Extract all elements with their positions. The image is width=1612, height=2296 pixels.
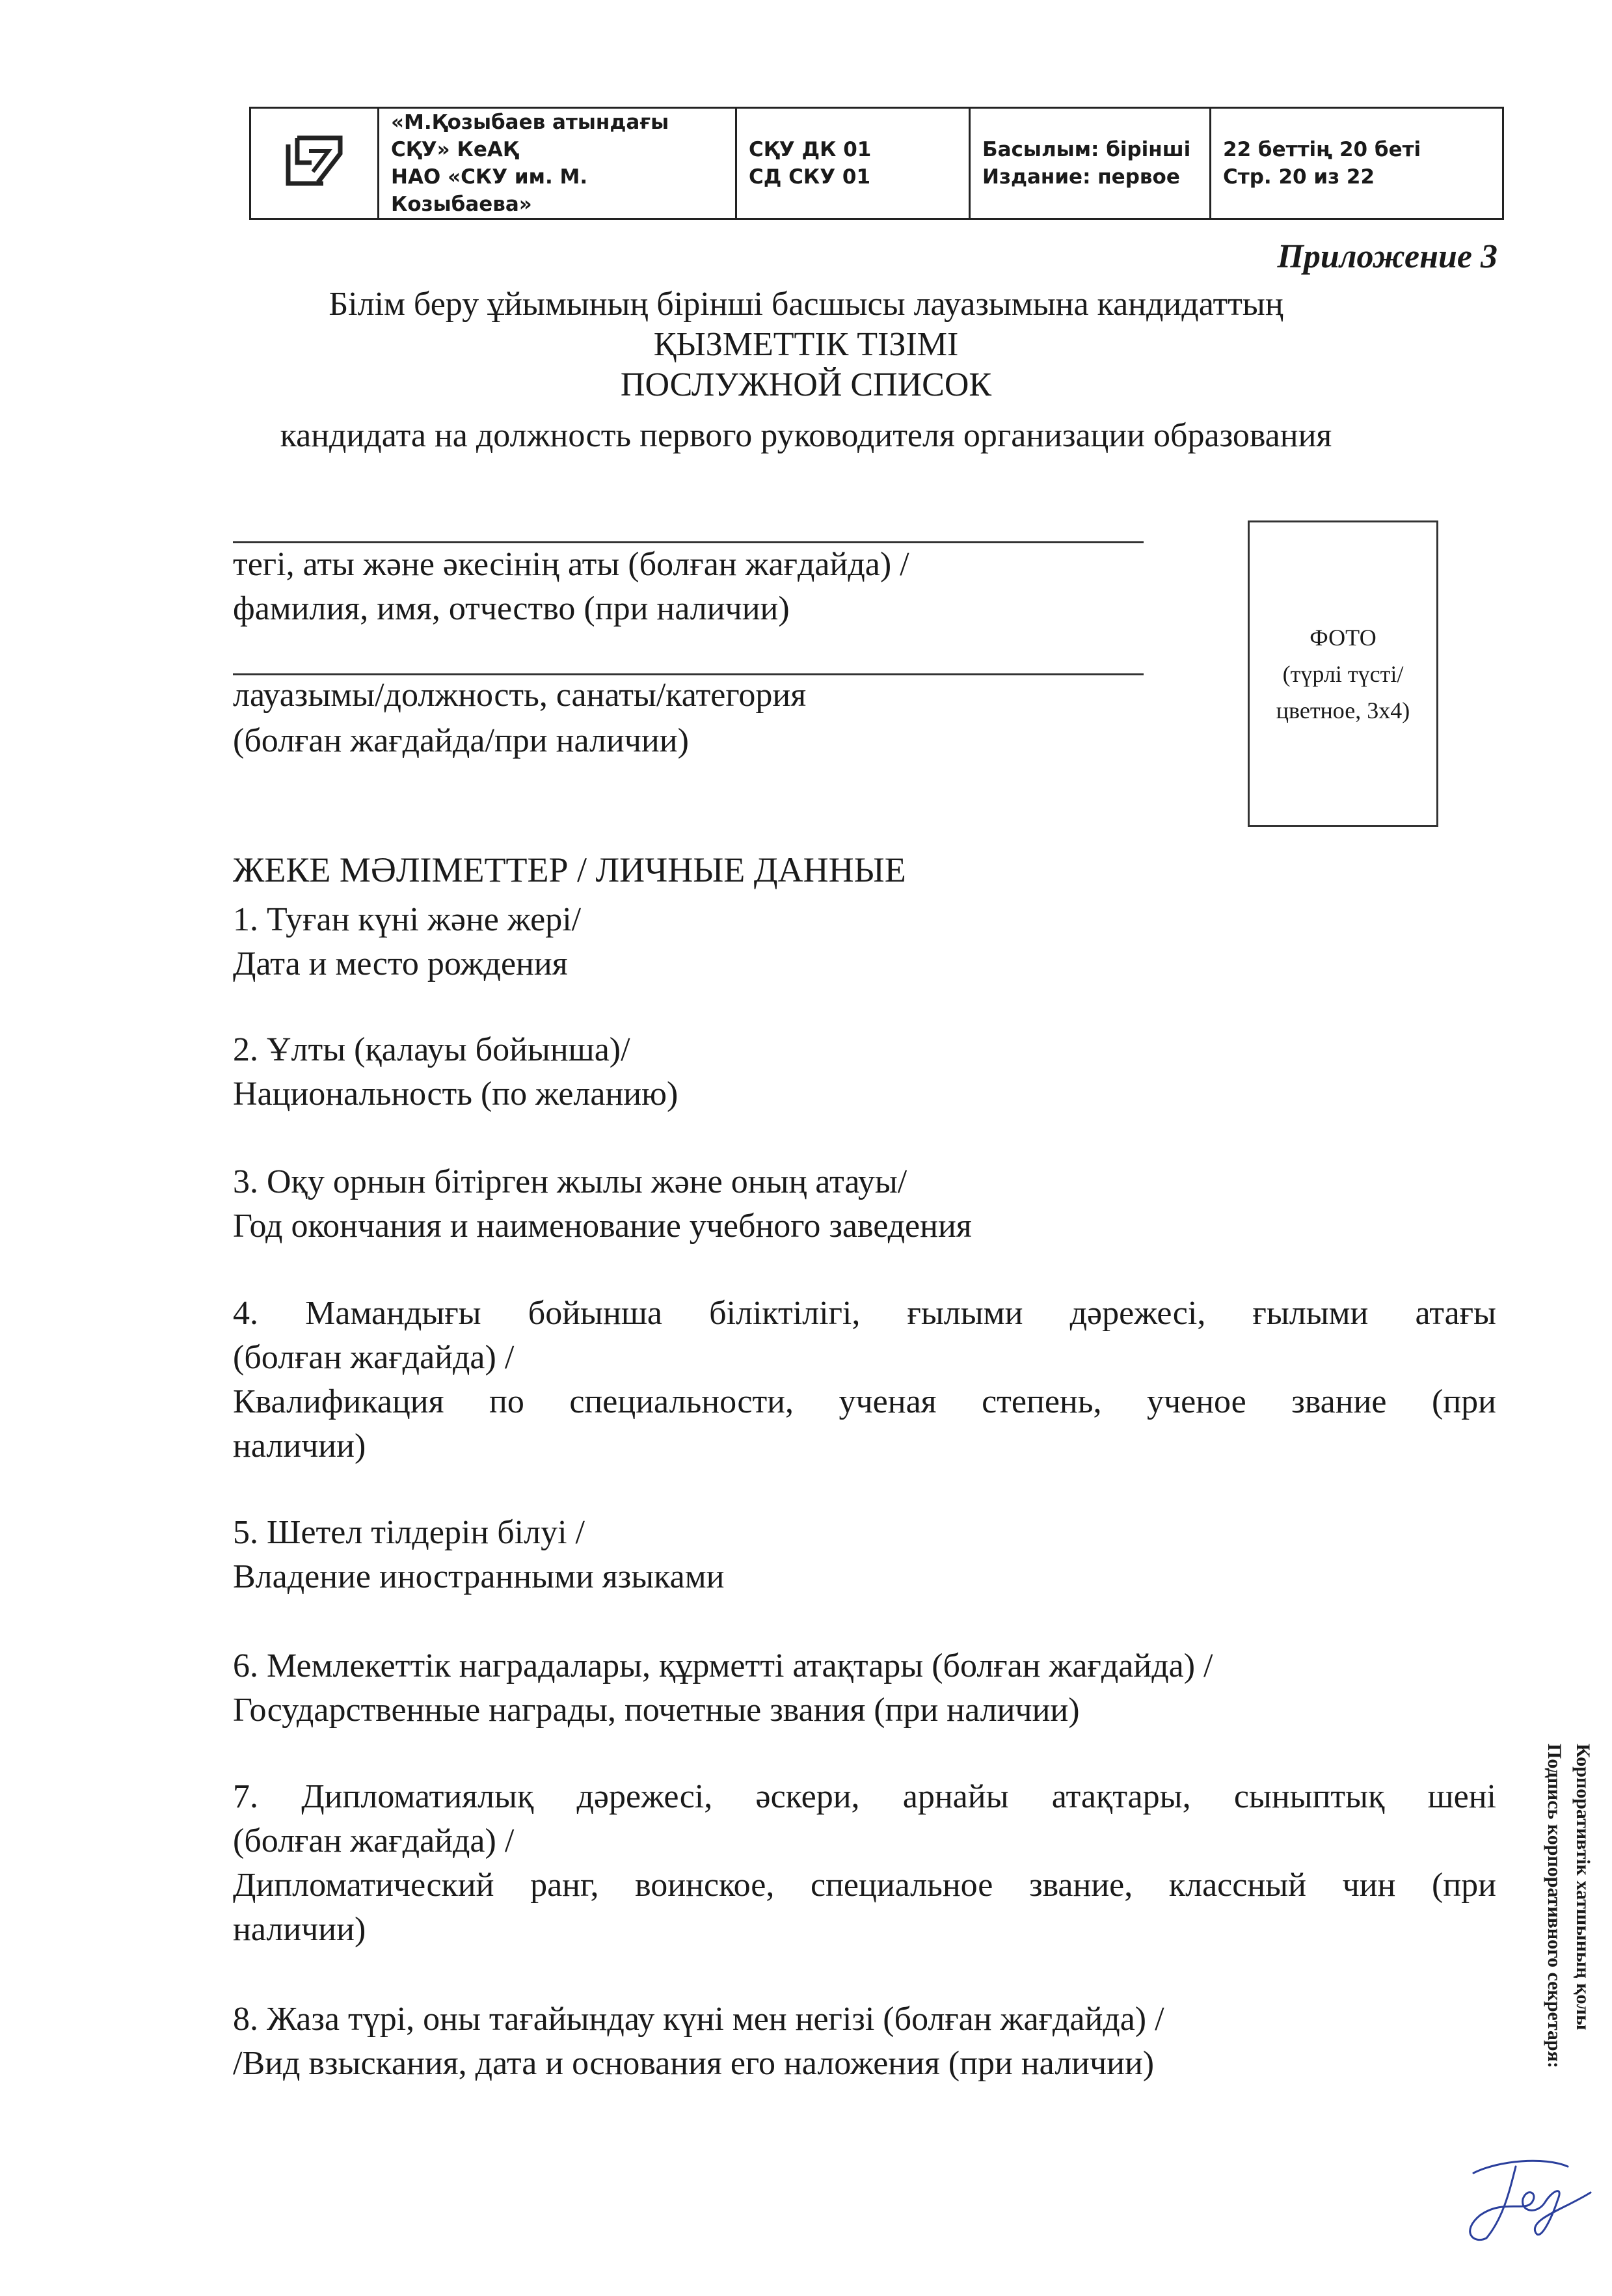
header-edition-ru: Издание: первое [982,165,1180,189]
corporate-secretary-margin-note [1525,1744,1597,2147]
item-4-ru-line2: наличии) [233,1427,366,1465]
item-7-ru-line2: наличии) [233,1911,366,1948]
header-organization-ru: НАО «СКУ им. М. Козыбаева» [391,165,588,216]
item-1-ru: Дата и место рождения [233,945,568,982]
item-6 [233,1644,1496,1733]
document-header-table [249,107,1504,220]
item-7-kz-line2: (болған жағдайда) / [233,1822,515,1859]
header-edition [970,108,1211,219]
item-4 [233,1291,1496,1468]
header-code-kz: СҚУ ДК 01 [749,138,872,161]
item-6-ru: Государственные награды, почетные звания (при наличии) [233,1692,1080,1729]
name-caption-ru: фамилия, имя, отчество (при наличии) [233,590,790,627]
item-6-kz: 6. Мемлекеттік наградалары, құрметті атақтары (болған жағдайда) / [233,1647,1213,1684]
item-8-ru: /Вид взыскания, дата и основания его наложения (при наличии) [233,2045,1155,2082]
item-3-kz: 3. Оқу орнын бітірген жылы және оның атауы/ [233,1163,907,1200]
margin-note-kz: Корпоративтік хатшының қолы [1572,1744,1594,2031]
header-page-kz: 22 беттің 20 беті [1223,138,1421,161]
university-logo-icon [283,131,345,189]
appendix-label: Приложение 3 [1277,238,1498,275]
university-logo [250,108,379,219]
title-line-kz: Білім беру ұйымының бірінші басшысы лауазымына кандидаттың [329,286,1283,323]
item-8 [233,1997,1496,2086]
header-code-ru: СД СКУ 01 [749,165,871,189]
title-kz: ҚЫЗМЕТТІК ТІЗІМІ [653,326,959,363]
header-organization-kz: «М.Қозыбаев атындағы СҚУ» КеАҚ [391,111,669,161]
item-3-ru: Год окончания и наименование учебного заведения [233,1208,972,1245]
photo-placeholder [1248,520,1438,827]
item-8-kz: 8. Жаза түрі, оны тағайындау күні мен негізі (болған жағдайда) / [233,2001,1164,2038]
photo-label: ФОТО [1310,624,1377,651]
header-organization [379,108,736,219]
margin-note-ru: Подпись корпоративного секретаря: [1544,1744,1565,2068]
item-2 [233,1028,1496,1116]
item-7-kz-line1: 7. Дипломатиялық дәрежесі, әскери, арнайы атақтары, сыныптық шені [233,1778,1496,1815]
item-7-ru-line1: Дипломатический ранг, воинское, специальное звание, классный чин (при [233,1867,1496,1904]
handwritten-signature [1454,2147,1597,2245]
item-4-kz-line1: 4. Мамандығы бойынша біліктілігі, ғылыми дәрежесі, ғылыми атағы [233,1295,1496,1332]
item-2-kz: 2. Ұлты (қалауы бойынша)/ [233,1031,630,1068]
header-page-number [1211,108,1503,219]
title-subtitle-ru: кандидата на должность первого руководителя организации образования [280,417,1332,454]
name-caption-kz: тегі, аты және әкесінің аты (болған жағдайда) / [233,546,909,583]
header-document-code [736,108,970,219]
section-title: ЖЕКЕ МӘЛІМЕТТЕР / ЛИЧНЫЕ ДАННЫЕ [233,850,906,889]
item-5-kz: 5. Шетел тілдерін білуі / [233,1514,585,1551]
item-4-kz-line2: (болған жағдайда) / [233,1339,515,1376]
photo-note-ru: цветное, 3х4) [1276,697,1410,723]
position-caption-ru: (болған жағдайда/при наличии) [233,722,689,759]
item-2-ru: Национальность (по желанию) [233,1075,678,1113]
title-ru: ПОСЛУЖНОЙ СПИСОК [620,366,992,403]
header-page-ru: Стр. 20 из 22 [1223,165,1375,189]
position-caption-kz: лауазымы/должность, санаты/категория [233,677,807,714]
item-1-kz: 1. Туған күні және жері/ [233,901,582,938]
item-4-ru-line1: Квалификация по специальности, ученая степень, ученое звание (при [233,1383,1496,1420]
item-5-ru: Владение иностранными языками [233,1558,725,1595]
item-1 [233,898,1496,986]
photo-note-kz: (түрлі түсті/ [1282,660,1404,687]
item-7 [233,1775,1496,1952]
item-3 [233,1160,1496,1249]
item-5 [233,1511,1496,1599]
header-edition-kz: Басылым: бірінші [982,138,1191,161]
